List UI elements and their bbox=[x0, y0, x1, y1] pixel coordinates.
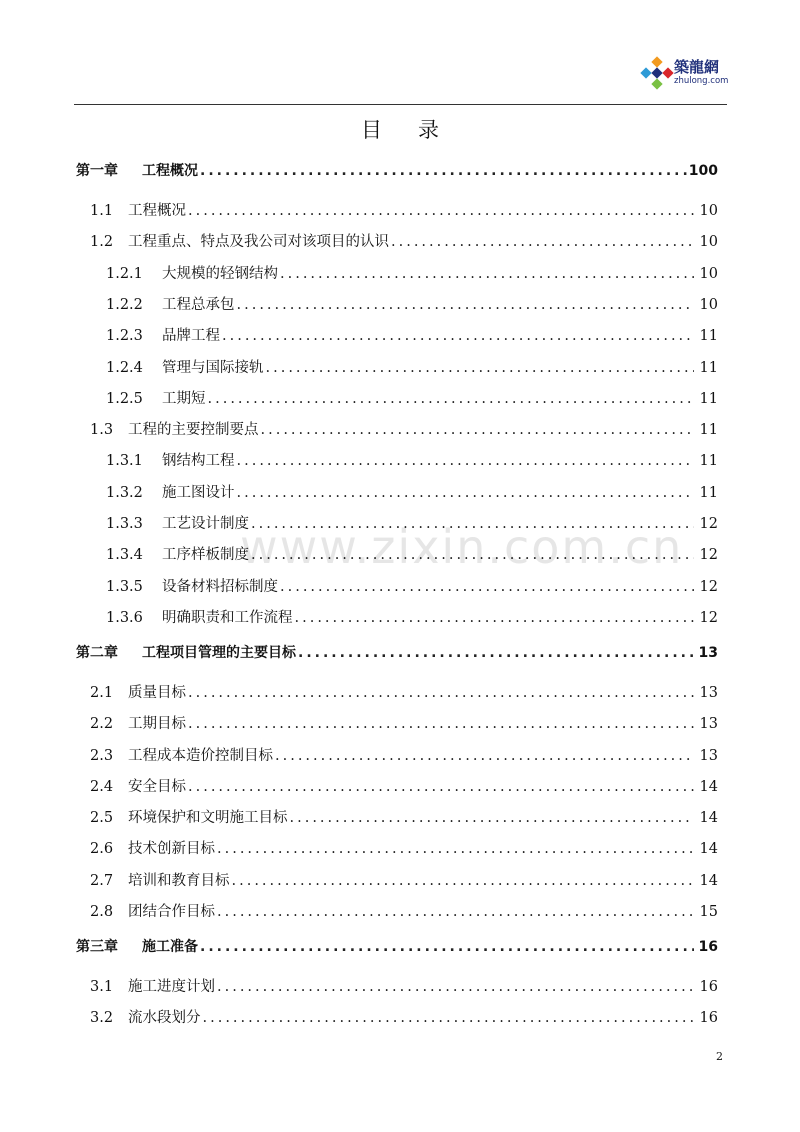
toc-entry-page: 14 bbox=[699, 841, 718, 858]
toc-entry-title: 安全目标 bbox=[128, 778, 186, 795]
toc-entry-title: 明确职责和工作流程 bbox=[162, 609, 293, 626]
toc-entry-number: 1.3.3 bbox=[106, 516, 143, 532]
toc-entry[interactable] bbox=[106, 324, 718, 348]
toc-leader-dots bbox=[237, 485, 695, 501]
toc-entry[interactable] bbox=[106, 387, 718, 411]
toc-entry-page: 14 bbox=[699, 778, 718, 795]
toc-entry-title: 品牌工程 bbox=[162, 328, 220, 345]
header-rule bbox=[74, 104, 727, 105]
toc-leader-dots bbox=[298, 645, 694, 661]
toc-leader-dots bbox=[232, 873, 695, 889]
toc-entry-title: 工艺设计制度 bbox=[162, 516, 249, 532]
toc-leader-dots bbox=[391, 234, 694, 250]
toc-entry-page: 16 bbox=[698, 939, 718, 955]
toc-leader-dots bbox=[280, 579, 694, 595]
toc-leader-dots bbox=[251, 547, 694, 563]
toc-entry-title: 工程总承包 bbox=[162, 296, 235, 313]
toc-entry-page: 11 bbox=[699, 484, 718, 501]
toc-entry-number: 2.3 bbox=[90, 747, 114, 764]
toc-entry[interactable] bbox=[106, 449, 718, 473]
toc-entry[interactable] bbox=[90, 975, 718, 999]
toc-entry-number: 2.1 bbox=[90, 684, 114, 701]
toc-entry[interactable] bbox=[90, 199, 718, 223]
toc-entry-title: 施工进度计划 bbox=[128, 979, 215, 995]
toc-entry-number: 1.3.1 bbox=[106, 453, 143, 470]
toc-leader-dots bbox=[217, 904, 694, 920]
toc-entry-page: 12 bbox=[699, 547, 718, 564]
toc-entry-number: 3.1 bbox=[90, 979, 114, 995]
toc-entry-number: 2.7 bbox=[90, 872, 114, 889]
toc-entry-title: 质量目标 bbox=[128, 684, 186, 701]
toc-entry-number: 1.2 bbox=[90, 234, 114, 251]
toc-entry-title: 工期短 bbox=[162, 390, 206, 407]
toc-entry-page: 15 bbox=[699, 904, 718, 920]
toc-entry[interactable] bbox=[90, 712, 718, 736]
toc-entry-title: 工序样板制度 bbox=[162, 547, 249, 564]
toc-chapter-entry[interactable] bbox=[76, 160, 718, 184]
toc-entry-number: 2.5 bbox=[90, 810, 114, 827]
toc-leader-dots bbox=[237, 453, 695, 469]
toc-entry-number: 1.3.6 bbox=[106, 609, 143, 626]
logo bbox=[640, 54, 750, 94]
toc-entry-number: 1.2.3 bbox=[106, 328, 143, 345]
page-title: 目录 bbox=[361, 118, 475, 142]
toc-entry-page: 11 bbox=[699, 328, 718, 345]
toc-leader-dots bbox=[280, 266, 694, 282]
toc-entry-page: 14 bbox=[699, 872, 718, 889]
toc-entry[interactable] bbox=[106, 356, 718, 380]
logo-domain: zhulong.com bbox=[674, 76, 729, 86]
toc-entry-number: 2.6 bbox=[90, 841, 114, 858]
toc-entry-title: 环境保护和文明施工目标 bbox=[128, 810, 288, 827]
toc-entry-page: 10 bbox=[699, 265, 718, 282]
toc-entry-title: 流水段划分 bbox=[128, 1010, 201, 1027]
toc-entry[interactable] bbox=[106, 293, 718, 317]
toc-leader-dots bbox=[217, 841, 694, 857]
toc-entry-number: 1.2.1 bbox=[106, 265, 143, 282]
toc-entry[interactable] bbox=[90, 869, 718, 893]
toc-entry-number: 第三章 bbox=[76, 939, 118, 955]
toc-entry-title: 工程项目管理的主要目标 bbox=[142, 644, 296, 661]
toc-entry-number: 第一章 bbox=[76, 163, 118, 179]
logo-name: 築龍網 bbox=[674, 58, 720, 76]
toc-chapter-entry[interactable] bbox=[76, 936, 718, 960]
toc-entry-title: 管理与国际接轨 bbox=[162, 359, 264, 376]
toc-entry-page: 11 bbox=[699, 390, 718, 407]
toc-entry-number: 1.1 bbox=[90, 203, 114, 219]
toc-entry-number: 2.4 bbox=[90, 778, 114, 795]
toc-leader-dots bbox=[188, 716, 694, 732]
toc-entry[interactable] bbox=[90, 900, 718, 924]
toc-leader-dots bbox=[217, 979, 694, 995]
toc-leader-dots bbox=[237, 297, 695, 313]
toc-entry-page: 10 bbox=[699, 203, 718, 219]
toc-entry-title: 培训和教育目标 bbox=[128, 872, 230, 889]
toc-entry-page: 12 bbox=[699, 609, 718, 626]
toc-entry-title: 技术创新目标 bbox=[128, 841, 215, 858]
toc-entry-number: 1.3.2 bbox=[106, 484, 143, 501]
toc-entry-page: 10 bbox=[699, 296, 718, 313]
toc-leader-dots bbox=[188, 685, 694, 701]
toc-entry-title: 大规模的轻钢结构 bbox=[162, 265, 278, 282]
toc-entry-page: 16 bbox=[699, 1010, 718, 1027]
toc-entry[interactable] bbox=[90, 230, 718, 254]
toc-entry[interactable] bbox=[90, 681, 718, 705]
toc-entry-number: 1.3 bbox=[90, 422, 114, 439]
toc-leader-dots bbox=[266, 360, 695, 376]
toc-leader-dots bbox=[295, 610, 695, 626]
toc-entry-title: 工程成本造价控制目标 bbox=[128, 747, 273, 764]
toc-entry-page: 16 bbox=[699, 979, 718, 995]
zhulong-logo-icon bbox=[640, 56, 674, 90]
toc-entry[interactable] bbox=[106, 575, 718, 599]
toc-entry[interactable] bbox=[90, 775, 718, 799]
toc-entry-page: 14 bbox=[699, 810, 718, 827]
toc-entry-page: 13 bbox=[698, 644, 718, 661]
toc-leader-dots bbox=[203, 1010, 695, 1026]
toc-leader-dots bbox=[200, 939, 694, 955]
toc-entry-title: 工期目标 bbox=[128, 716, 186, 733]
toc-entry-title: 施工图设计 bbox=[162, 484, 235, 501]
toc-entry-title: 设备材料招标制度 bbox=[162, 578, 278, 595]
toc-entry[interactable] bbox=[106, 262, 718, 286]
toc-entry[interactable] bbox=[90, 418, 718, 442]
toc-entry-page: 11 bbox=[699, 453, 718, 470]
toc-entry-number: 2.2 bbox=[90, 716, 114, 733]
toc-entry-page: 11 bbox=[699, 359, 718, 376]
toc-entry-page: 13 bbox=[699, 684, 718, 701]
toc-entry-number: 1.3.5 bbox=[106, 578, 143, 595]
toc-leader-dots bbox=[290, 810, 695, 826]
page-number: 2 bbox=[716, 1050, 723, 1063]
toc-entry-page: 13 bbox=[699, 747, 718, 764]
toc-entry-number: 3.2 bbox=[90, 1010, 114, 1027]
toc-entry-page: 100 bbox=[688, 163, 718, 179]
toc-leader-dots bbox=[200, 163, 687, 179]
toc-entry[interactable] bbox=[106, 606, 718, 630]
toc-chapter-entry[interactable] bbox=[76, 642, 718, 666]
toc-entry-number: 第二章 bbox=[76, 644, 118, 661]
watermark: www.zixin.com.cn bbox=[240, 520, 684, 574]
toc-entry-number: 2.8 bbox=[90, 904, 114, 920]
toc-entry[interactable] bbox=[106, 512, 718, 536]
toc-entry-title: 钢结构工程 bbox=[162, 453, 235, 470]
toc-leader-dots bbox=[222, 328, 694, 344]
toc-entry-title: 施工准备 bbox=[142, 939, 198, 955]
toc-entry-number: 1.2.4 bbox=[106, 359, 143, 376]
toc-entry-number: 1.3.4 bbox=[106, 547, 143, 564]
toc-entry-title: 团结合作目标 bbox=[128, 904, 215, 920]
toc-leader-dots bbox=[208, 391, 695, 407]
toc-entry[interactable] bbox=[90, 744, 718, 768]
toc-entry-title: 工程概况 bbox=[128, 203, 186, 219]
toc-entry-number: 1.2.5 bbox=[106, 390, 143, 407]
toc-entry[interactable] bbox=[90, 837, 718, 861]
toc-entry[interactable] bbox=[106, 543, 718, 567]
toc-entry-title: 工程概况 bbox=[142, 163, 198, 179]
toc-entry-page: 11 bbox=[699, 422, 718, 439]
toc-leader-dots bbox=[261, 422, 695, 438]
toc-leader-dots bbox=[275, 748, 694, 764]
toc-entry-title: 工程重点、特点及我公司对该项目的认识 bbox=[128, 234, 389, 251]
toc-entry-number: 1.2.2 bbox=[106, 296, 143, 313]
toc-entry-page: 12 bbox=[699, 578, 718, 595]
toc-leader-dots bbox=[188, 203, 694, 219]
toc-entry[interactable] bbox=[90, 806, 718, 830]
toc-entry-page: 10 bbox=[699, 234, 718, 251]
toc-entry-page: 13 bbox=[699, 716, 718, 733]
toc-entry-page: 12 bbox=[699, 516, 718, 532]
toc-entry-title: 工程的主要控制要点 bbox=[128, 422, 259, 439]
toc-entry[interactable] bbox=[90, 1006, 718, 1030]
toc-leader-dots bbox=[188, 779, 694, 795]
toc-leader-dots bbox=[251, 516, 694, 532]
toc-entry[interactable] bbox=[106, 481, 718, 505]
